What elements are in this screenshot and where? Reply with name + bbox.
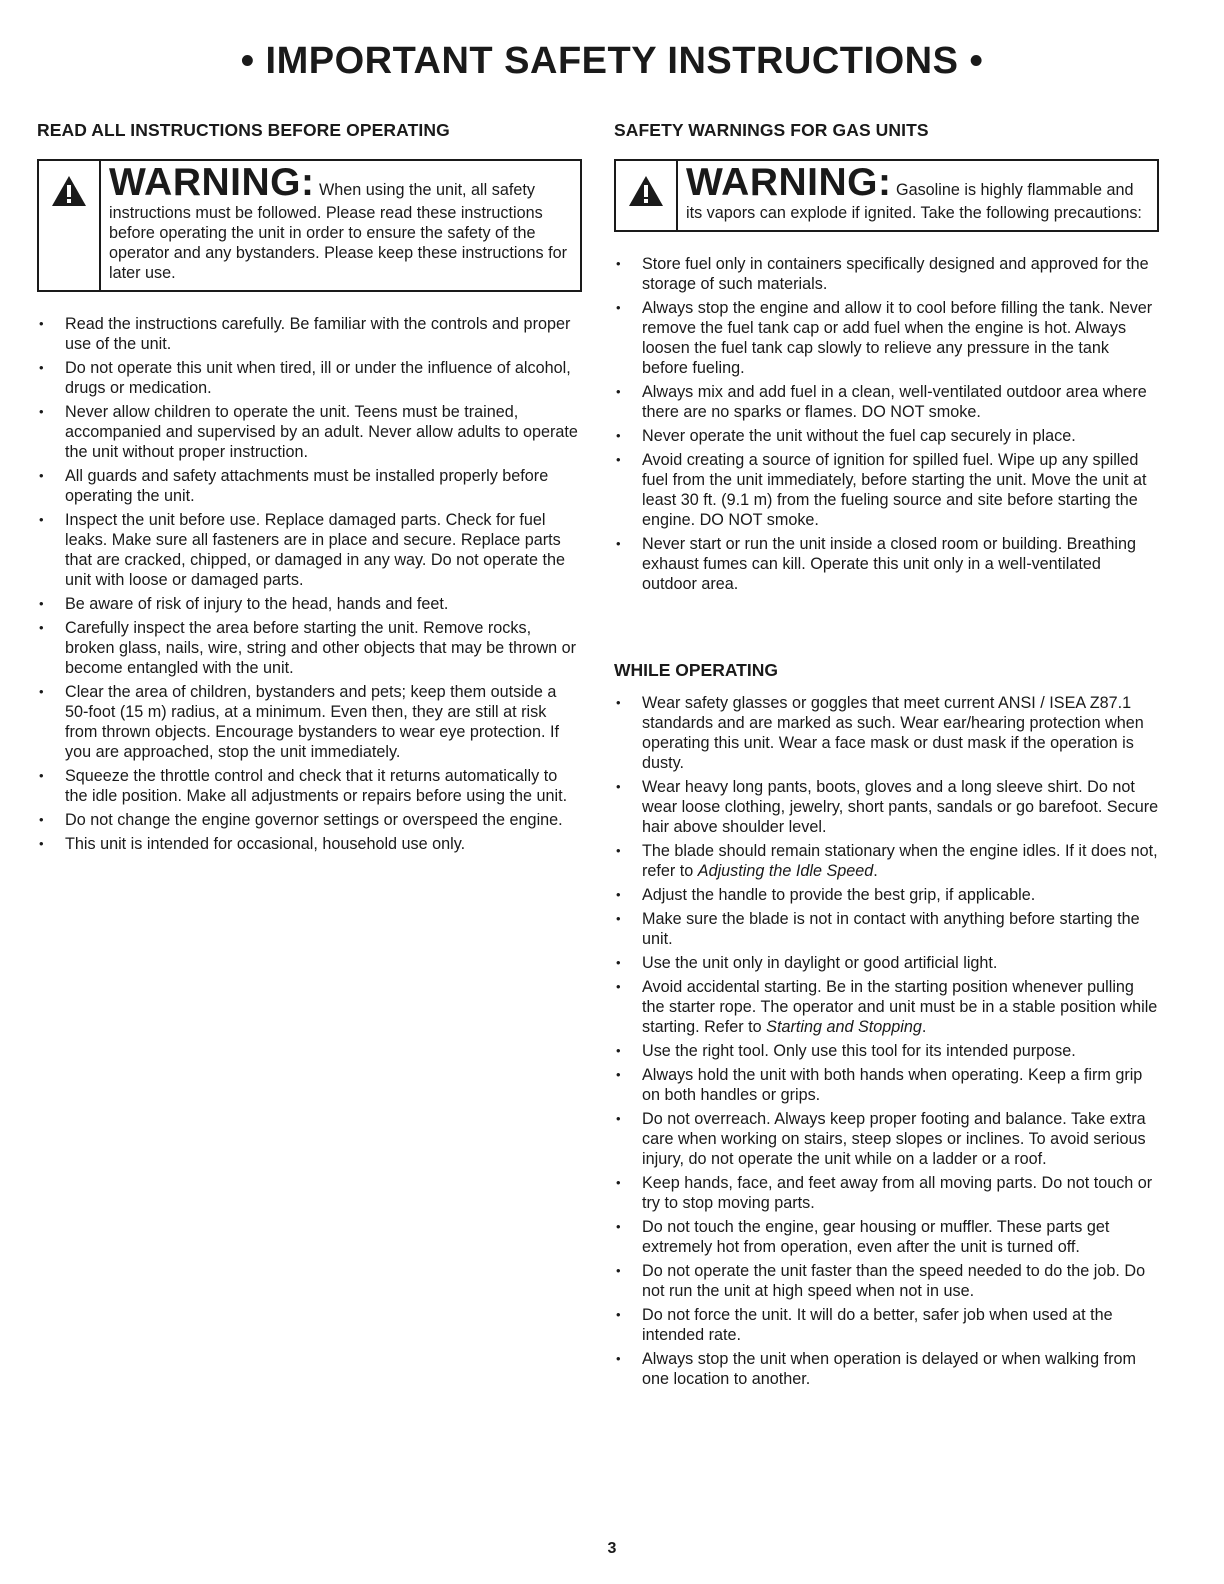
list-item: • Use the right tool. Only use this tool for its intended purpose. xyxy=(616,1042,1076,1060)
bullet-icon: • xyxy=(39,404,44,419)
bullet-icon: • xyxy=(616,779,621,794)
bullet-icon: • xyxy=(616,843,621,858)
bullet-icon: • xyxy=(616,911,621,926)
list-item: • Always stop the engine and allow it to cool before filling the tank. Never remove the fuel tank cap or add fuel when the engine is hot. Always loosen the fuel tank cap slowly to relieve any pressure in the tank before fueling. xyxy=(616,299,1153,377)
list-item: • Read the instructions carefully. Be familiar with the controls and proper use of the unit. xyxy=(39,315,571,353)
bullet-icon: • xyxy=(616,428,621,443)
list-item: • Do not touch the engine, gear housing or muffler. These parts get extremely hot from operation, even after the unit is turned off. xyxy=(616,1218,1110,1256)
bullet-icon: • xyxy=(39,836,44,851)
list-item: • Do not change the engine governor settings or overspeed the engine. xyxy=(39,811,563,829)
section-heading-gas-units: SAFETY WARNINGS FOR GAS UNITS xyxy=(614,120,929,140)
list-item: • Always mix and add fuel in a clean, well-ventilated outdoor area where there are no sparks or flames. DO NOT smoke. xyxy=(616,383,1147,421)
list-item: • Always hold the unit with both hands when operating. Keep a firm grip on both handles or grips. xyxy=(616,1066,1143,1104)
list-item: • Keep hands, face, and feet away from all moving parts. Do not touch or try to stop moving parts. xyxy=(616,1174,1153,1212)
warning-triangle-icon xyxy=(628,175,664,207)
list-item: • Avoid creating a source of ignition for spilled fuel. Wipe up any spilled fuel from the unit immediately, before starting the unit. Move the unit at least 30 ft. (9.1 m) from the fueling source and site before starting the engine. DO NOT smoke. xyxy=(616,451,1147,529)
list-item: • Never allow children to operate the unit. Teens must be trained, accompanied and supervised by an adult. Never allow adults to operate the unit without proper instruction. xyxy=(39,403,578,461)
bullet-icon: • xyxy=(39,812,44,827)
bullet-icon: • xyxy=(616,300,621,315)
list-item: • Do not operate the unit faster than the speed needed to do the job. Do not run the unit at high speed when not in use. xyxy=(616,1262,1146,1300)
bullet-icon: • xyxy=(616,1263,621,1278)
list-item: • Wear safety glasses or goggles that meet current ANSI / ISEA Z87.1 standards and are marked as such. Wear ear/hearing protection when operating this unit. Wear a face mask or dust mask if the operation is dusty. xyxy=(616,694,1144,772)
operating-safety-list xyxy=(614,693,1159,1389)
list-item: • Carefully inspect the area before starting the unit. Remove rocks, broken glass, nails, wire, string and other objects that may be thrown or become entangled with the unit. xyxy=(39,619,577,677)
left-column xyxy=(37,120,582,858)
page-title: • IMPORTANT SAFETY INSTRUCTIONS • xyxy=(240,40,984,82)
bullet-icon: • xyxy=(616,452,621,467)
bullet-icon: • xyxy=(616,695,621,710)
list-item: • Never start or run the unit inside a closed room or building. Breathing exhaust fumes can kill. Operate this unit only in a well-ventilated outdoor area. xyxy=(616,535,1136,593)
list-item: • Adjust the handle to provide the best grip, if applicable. xyxy=(616,886,1036,904)
warning-icon-cell xyxy=(616,161,678,230)
list-item: • Do not overreach. Always keep proper footing and balance. Take extra care when working on stairs, steep slopes or inclines. To avoid serious injury, do not operate the unit while on a ladder or a roof. xyxy=(616,1110,1146,1168)
warning-label: WARNING: xyxy=(686,161,892,204)
warning-text-gasoline xyxy=(678,161,1157,230)
bullet-icon: • xyxy=(616,887,621,902)
bullet-icon: • xyxy=(39,360,44,375)
reference-link[interactable]: Adjusting the Idle Speed xyxy=(697,862,874,880)
bullet-icon: • xyxy=(39,512,44,527)
bullet-icon: • xyxy=(616,1307,621,1322)
page-number: 3 xyxy=(607,1540,617,1557)
bullet-icon: • xyxy=(616,1219,621,1234)
right-column xyxy=(614,120,1159,1393)
bullet-icon: • xyxy=(616,384,621,399)
list-item: • Use the unit only in daylight or good artificial light. xyxy=(616,954,998,972)
list-item: • Avoid accidental starting. Be in the starting position whenever pulling the starter rope. The operator and unit must be in a stable position while starting. Refer to Starting and Stopping. xyxy=(616,978,1158,1036)
bullet-icon: • xyxy=(39,620,44,635)
warning-text-general xyxy=(101,161,580,290)
warning-box-general xyxy=(37,159,582,292)
bullet-icon: • xyxy=(39,684,44,699)
bullet-icon: • xyxy=(616,955,621,970)
bullet-icon: • xyxy=(616,1043,621,1058)
list-item: • Make sure the blade is not in contact with anything before starting the unit. xyxy=(616,910,1140,948)
list-item: • Never operate the unit without the fuel cap securely in place. xyxy=(616,427,1076,445)
list-item: • Do not force the unit. It will do a better, safer job when used at the intended rate. xyxy=(616,1306,1113,1344)
warning-message: When using the unit, all safety instructions must be followed. Please read these instructions before operating the unit in order to ensure the safety of the operator and any bystanders. Please keep these instructions for later use. xyxy=(109,181,568,282)
general-safety-list xyxy=(37,314,582,854)
bullet-icon: • xyxy=(616,979,621,994)
warning-box-gasoline xyxy=(614,159,1159,232)
warning-triangle-icon xyxy=(51,175,87,207)
bullet-icon: • xyxy=(39,596,44,611)
list-item: • All guards and safety attachments must be installed properly before operating the unit. xyxy=(39,467,549,505)
bullet-icon: • xyxy=(616,1067,621,1082)
bullet-icon: • xyxy=(616,1111,621,1126)
list-item: • Squeeze the throttle control and check that it returns automatically to the idle position. Make all adjustments or repairs before using the unit. xyxy=(39,767,568,805)
list-item: • Store fuel only in containers specifically designed and approved for the storage of such materials. xyxy=(616,255,1149,293)
list-item: • This unit is intended for occasional, household use only. xyxy=(39,835,466,853)
list-item: • Inspect the unit before use. Replace damaged parts. Check for fuel leaks. Make sure all fasteners are in place and secure. Replace parts that are cracked, chipped, or damaged in any way. Do not operate the unit with loose or damaged parts. xyxy=(39,511,566,589)
bullet-icon: • xyxy=(39,316,44,331)
bullet-icon: • xyxy=(39,468,44,483)
list-item: • Be aware of risk of injury to the head, hands and feet. xyxy=(39,595,449,613)
warning-icon-cell xyxy=(39,161,101,290)
list-item: • Wear heavy long pants, boots, gloves and a long sleeve shirt. Do not wear loose clothing, jewelry, short pants, sandals or go barefoot. Secure hair above shoulder level. xyxy=(616,778,1159,836)
warning-label: WARNING: xyxy=(109,161,315,204)
gas-safety-list xyxy=(614,254,1159,594)
list-item: • The blade should remain stationary when the engine idles. If it does not, refer to Adjusting the Idle Speed. xyxy=(616,842,1158,880)
section-heading-read-instructions: READ ALL INSTRUCTIONS BEFORE OPERATING xyxy=(37,120,450,140)
list-item: • Do not operate this unit when tired, ill or under the influence of alcohol, drugs or medication. xyxy=(39,359,571,397)
bullet-icon: • xyxy=(616,1175,621,1190)
bullet-icon: • xyxy=(39,768,44,783)
bullet-icon: • xyxy=(616,256,621,271)
reference-link[interactable]: Starting and Stopping xyxy=(766,1018,922,1036)
section-heading-while-operating: WHILE OPERATING xyxy=(614,660,778,680)
list-item: • Always stop the unit when operation is delayed or when walking from one location to another. xyxy=(616,1350,1136,1388)
list-item: • Clear the area of children, bystanders and pets; keep them outside a 50-foot (15 m) radius, at a minimum. Even then, they are still at risk from thrown objects. Encourage bystanders to wear eye protection. If you are approached, stop the unit immediately. xyxy=(39,683,559,761)
warning-message: Gasoline is highly flammable and its vapors can explode if ignited. Take the following precautions: xyxy=(686,181,1142,222)
bullet-icon: • xyxy=(616,536,621,551)
bullet-icon: • xyxy=(616,1351,621,1366)
